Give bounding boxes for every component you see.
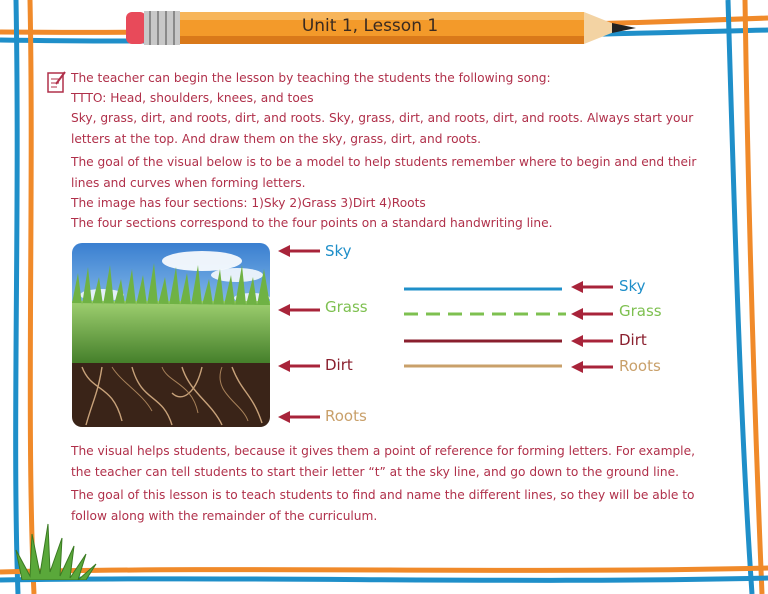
goal-visual-line-1: The goal of the visual below is to be a model to help students remember where to begin and end their lines and curves when forming letters. xyxy=(71,155,697,190)
arrow-left-icon xyxy=(571,335,613,347)
dirt-line xyxy=(404,338,562,344)
roots-line xyxy=(404,363,562,369)
photo-label-sky: Sky xyxy=(325,242,352,260)
arrow-left-icon xyxy=(278,360,320,372)
arrow-left-icon xyxy=(278,304,320,316)
intro-line-1: The teacher can begin the lesson by teaching the students the following song: xyxy=(71,71,551,85)
photo-label-dirt: Dirt xyxy=(325,356,353,374)
goal-visual-line-3: The four sections correspond to the four points on a standard handwriting line. xyxy=(71,216,553,230)
line-label-grass: Grass xyxy=(619,302,662,320)
arrow-left-icon xyxy=(278,245,320,257)
arrow-left-icon xyxy=(571,308,613,320)
note-pencil-icon xyxy=(46,70,68,94)
arrow-left-icon xyxy=(278,411,320,423)
arrow-left-icon xyxy=(571,281,613,293)
closing-line-1: The visual helps students, because it gives them a point of reference for forming letters. For example, the teacher can tell students to start their letter “t” at the sky line, and go down to the ground line. xyxy=(71,444,695,479)
intro-line-3: Sky, grass, dirt, and roots, dirt, and roots. Sky, grass, dirt, and roots, dirt, and roots. Always start your letters at the top. And draw them on the sky, grass, dirt, and roots. xyxy=(71,111,694,146)
page-title: Unit 1, Lesson 1 xyxy=(301,16,439,36)
grass-tuft-decoration xyxy=(12,520,112,580)
goal-visual-line-2: The image has four sections: 1)Sky 2)Grass 3)Dirt 4)Roots xyxy=(71,196,426,210)
intro-line-2: TTTO: Head, shoulders, knees, and toes xyxy=(71,91,314,105)
photo-label-roots: Roots xyxy=(325,407,367,425)
line-label-dirt: Dirt xyxy=(619,331,647,349)
line-label-roots: Roots xyxy=(619,357,661,375)
arrow-left-icon xyxy=(571,361,613,373)
photo-label-grass: Grass xyxy=(325,298,368,316)
closing-line-2: The goal of this lesson is to teach students to find and name the different lines, so they will be able to follow along with the remainder of the curriculum. xyxy=(71,488,695,523)
sky-grass-dirt-photo xyxy=(72,243,270,427)
grass-line-dashed xyxy=(404,311,566,317)
line-label-sky: Sky xyxy=(619,277,646,295)
sky-line xyxy=(404,286,562,292)
